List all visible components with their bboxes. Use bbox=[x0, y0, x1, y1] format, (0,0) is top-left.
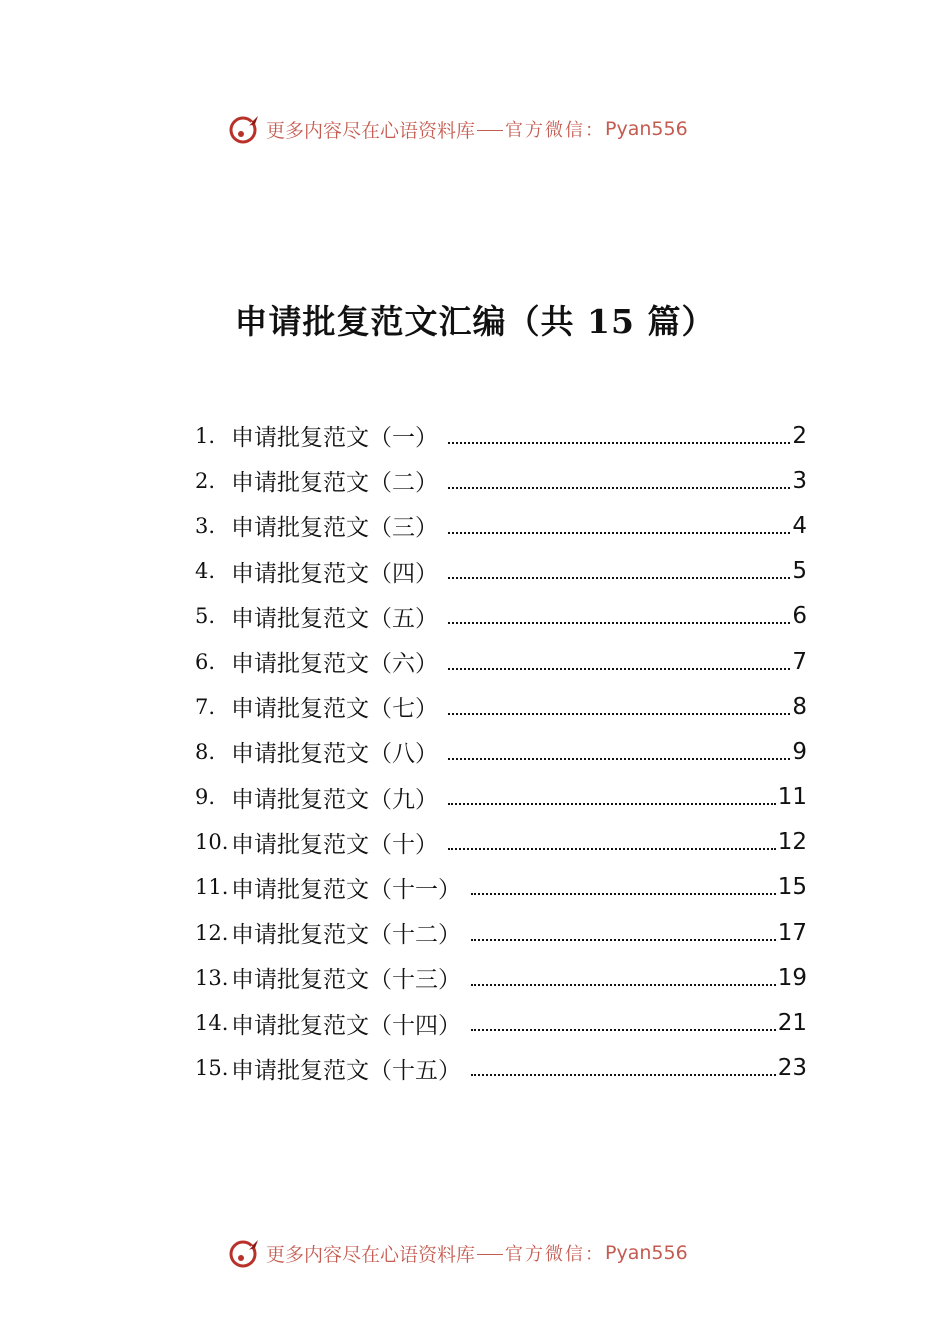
toc-entry[interactable] bbox=[195, 865, 807, 910]
toc-entry-number: 3. bbox=[195, 513, 216, 538]
toc-entry-label: 申请批复范文（十一） bbox=[231, 876, 461, 903]
toc-dot-leader bbox=[471, 984, 776, 986]
toc-entry[interactable] bbox=[195, 955, 807, 1000]
toc-entry-number: 13. bbox=[195, 965, 229, 990]
toc-dot-leader bbox=[471, 1029, 776, 1031]
toc-entry-number: 7. bbox=[195, 694, 216, 719]
toc-entry[interactable] bbox=[195, 820, 807, 865]
banner-sub-text: 官方微信： bbox=[505, 1244, 606, 1265]
toc-entry-page: 6 bbox=[792, 603, 807, 630]
banner-main-text: 更多内容尽在心语资料库 bbox=[266, 119, 476, 142]
toc-entry-number: 2. bbox=[195, 468, 216, 493]
toc-entry-label: 申请批复范文（三） bbox=[231, 515, 438, 542]
toc-entry-label: 申请批复范文（十四） bbox=[231, 1012, 461, 1039]
toc-entry-label: 申请批复范文（十五） bbox=[231, 1057, 461, 1084]
toc-entry-number: 12. bbox=[195, 920, 229, 945]
toc-entry-label: 申请批复范文（十三） bbox=[231, 967, 461, 994]
toc-entry-page: 4 bbox=[792, 512, 807, 539]
toc-entry-page: 12 bbox=[777, 829, 807, 856]
toc-dot-leader bbox=[448, 487, 790, 489]
toc-entry[interactable] bbox=[195, 503, 807, 548]
banner-wechat-id: Pyan556 bbox=[605, 118, 688, 140]
toc-entry-number: 6. bbox=[195, 649, 216, 674]
toc-entry-label: 申请批复范文（一） bbox=[231, 425, 438, 452]
toc-dot-leader bbox=[448, 758, 790, 760]
toc-entry-page: 17 bbox=[777, 919, 807, 946]
toc-dot-leader bbox=[448, 803, 776, 805]
toc-entry[interactable] bbox=[195, 639, 807, 684]
quill-pen-logo-icon bbox=[228, 1236, 262, 1270]
toc-dot-leader bbox=[448, 622, 790, 624]
toc-dot-leader bbox=[448, 713, 790, 715]
toc-entry-label: 申请批复范文（十二） bbox=[231, 922, 461, 949]
toc-entry-label: 申请批复范文（二） bbox=[231, 470, 438, 497]
toc-entry-number: 11. bbox=[195, 875, 229, 900]
banner-dash bbox=[477, 130, 503, 131]
toc-entry-label: 申请批复范文（四） bbox=[231, 560, 438, 587]
toc-entry-page: 3 bbox=[792, 467, 807, 494]
table-of-contents bbox=[195, 413, 807, 1091]
toc-entry-page: 2 bbox=[792, 422, 807, 449]
toc-dot-leader bbox=[471, 893, 776, 895]
banner-dash bbox=[477, 1254, 503, 1255]
toc-entry-page: 5 bbox=[792, 558, 807, 585]
toc-entry[interactable] bbox=[195, 458, 807, 503]
toc-entry[interactable] bbox=[195, 594, 807, 639]
toc-entry-number: 8. bbox=[195, 739, 216, 764]
toc-entry-number: 10. bbox=[195, 830, 229, 855]
banner-wechat-id: Pyan556 bbox=[605, 1242, 688, 1264]
banner-sub-text: 官方微信： bbox=[505, 120, 606, 141]
toc-dot-leader bbox=[448, 848, 776, 850]
toc-dot-leader bbox=[448, 442, 790, 444]
banner-main-text: 更多内容尽在心语资料库 bbox=[266, 1243, 476, 1266]
toc-entry[interactable] bbox=[195, 413, 807, 458]
toc-entry-number: 5. bbox=[195, 604, 216, 629]
toc-dot-leader bbox=[448, 668, 790, 670]
toc-entry[interactable] bbox=[195, 684, 807, 729]
toc-entry-page: 9 bbox=[792, 738, 807, 765]
toc-entry-page: 23 bbox=[777, 1055, 807, 1082]
header-banner bbox=[228, 111, 688, 147]
toc-dot-leader bbox=[448, 532, 790, 534]
toc-entry-page: 8 bbox=[792, 693, 807, 720]
toc-entry-number: 14. bbox=[195, 1011, 229, 1036]
toc-entry-label: 申请批复范文（十） bbox=[231, 831, 438, 858]
toc-entry[interactable] bbox=[195, 1046, 807, 1091]
toc-entry-page: 11 bbox=[777, 784, 807, 811]
toc-entry[interactable] bbox=[195, 729, 807, 774]
toc-entry-number: 15. bbox=[195, 1056, 229, 1081]
toc-entry-page: 21 bbox=[777, 1010, 807, 1037]
footer-banner bbox=[228, 1235, 688, 1271]
toc-entry-number: 9. bbox=[195, 785, 216, 810]
toc-entry[interactable] bbox=[195, 1000, 807, 1045]
document-title: 申请批复范文汇编（共 15 篇） bbox=[234, 302, 716, 341]
quill-pen-logo-icon bbox=[228, 112, 262, 146]
toc-dot-leader bbox=[471, 939, 776, 941]
toc-entry-label: 申请批复范文（五） bbox=[231, 605, 438, 632]
toc-entry-label: 申请批复范文（九） bbox=[231, 786, 438, 813]
toc-entry[interactable] bbox=[195, 910, 807, 955]
toc-entry-label: 申请批复范文（六） bbox=[231, 651, 438, 678]
toc-entry-number: 4. bbox=[195, 559, 216, 584]
toc-dot-leader bbox=[471, 1074, 776, 1076]
toc-entry-label: 申请批复范文（七） bbox=[231, 696, 438, 723]
toc-dot-leader bbox=[448, 577, 790, 579]
toc-entry-page: 15 bbox=[777, 874, 807, 901]
toc-entry[interactable] bbox=[195, 549, 807, 594]
toc-entry[interactable] bbox=[195, 775, 807, 820]
toc-entry-page: 7 bbox=[792, 648, 807, 675]
toc-entry-label: 申请批复范文（八） bbox=[231, 741, 438, 768]
toc-entry-number: 1. bbox=[195, 423, 216, 448]
toc-entry-page: 19 bbox=[777, 964, 807, 991]
